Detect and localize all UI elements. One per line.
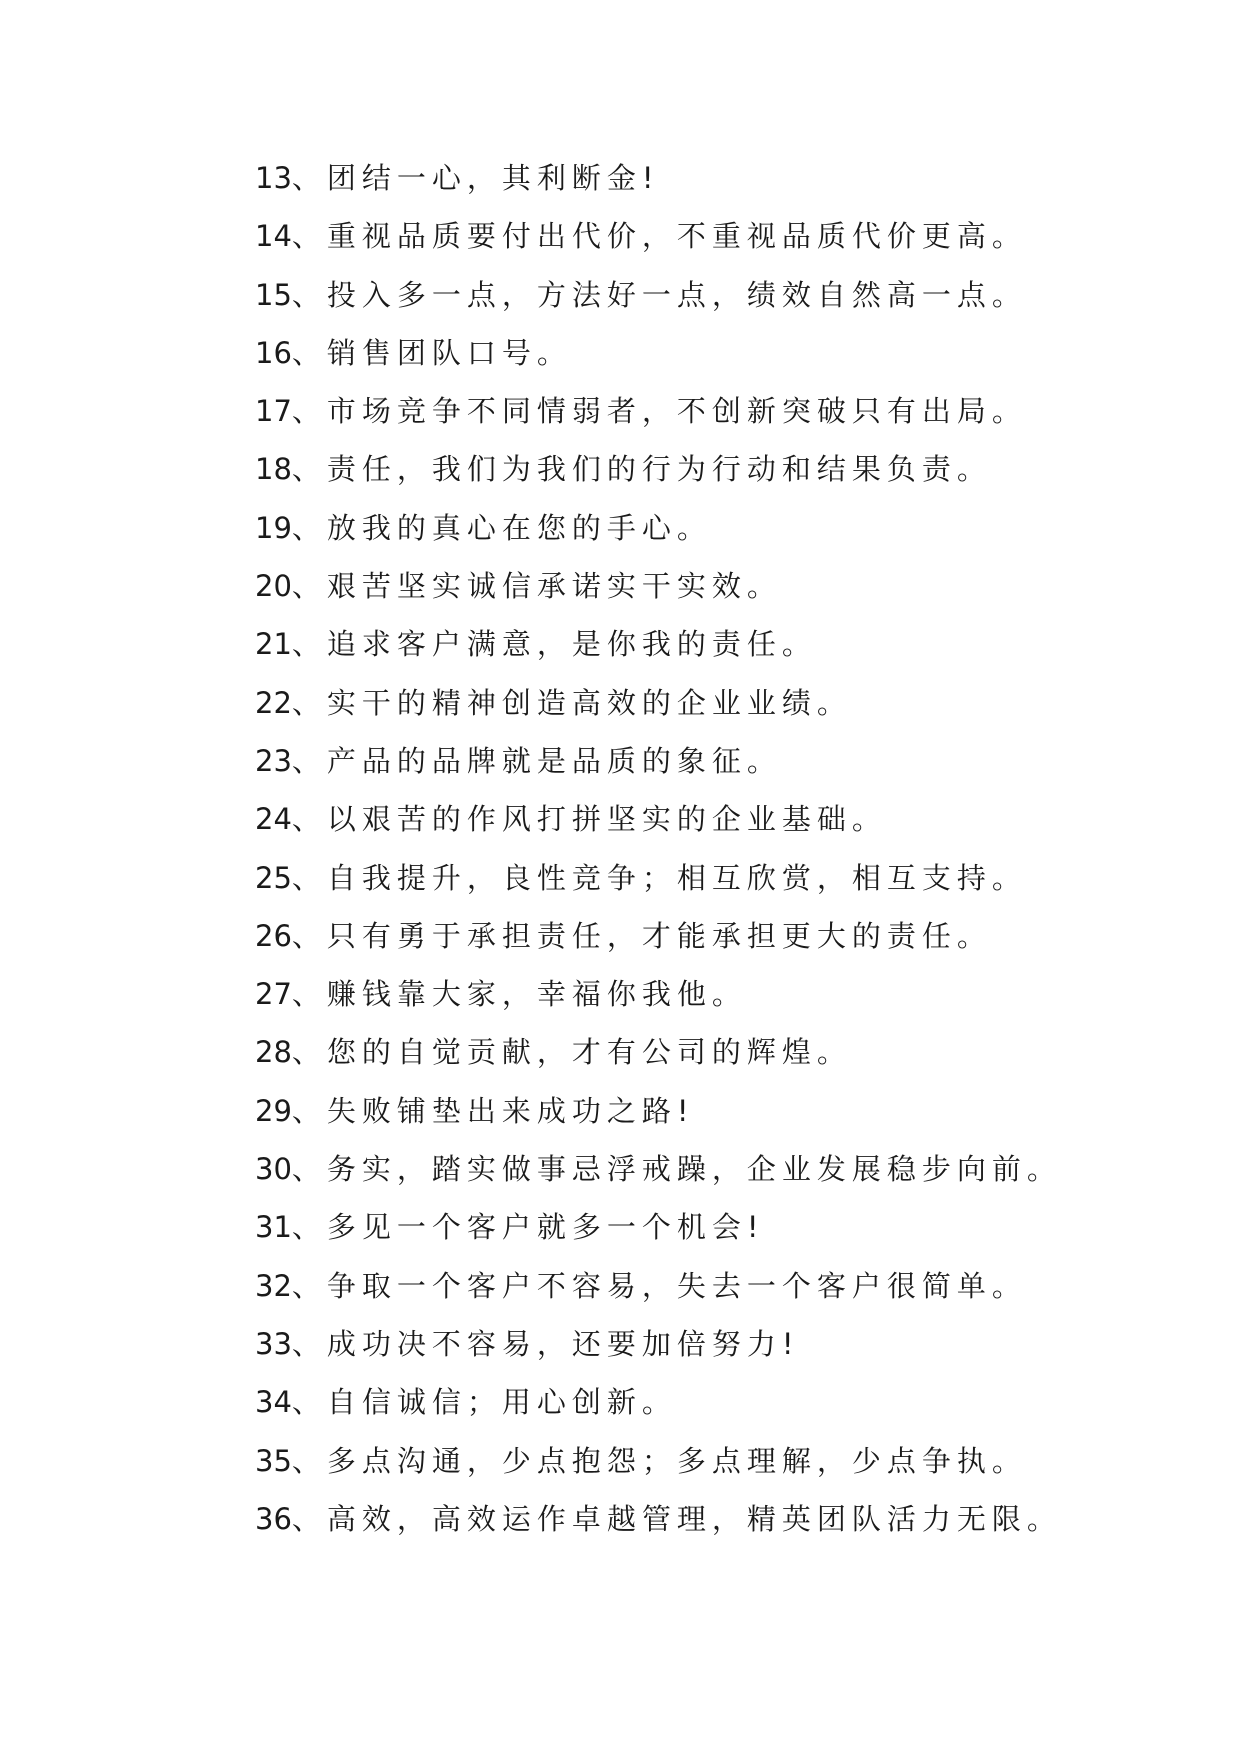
list-item: [255, 452, 1155, 510]
item-text: 您的自觉贡献，才有公司的辉煌。: [326, 1035, 852, 1070]
item-number: 30: [255, 1152, 292, 1187]
item-number: 32: [255, 1268, 292, 1303]
item-text: 失败铺垫出来成功之路!: [326, 1093, 695, 1128]
list-item: [255, 1210, 1155, 1268]
list-item: [255, 686, 1155, 744]
list-item: [255, 569, 1155, 627]
item-separator: 、: [291, 1443, 327, 1478]
list-item: [255, 161, 1155, 219]
item-number: 36: [255, 1501, 292, 1536]
item-separator: 、: [291, 977, 327, 1012]
item-separator: 、: [291, 510, 327, 545]
list-item: [255, 627, 1155, 685]
item-separator: 、: [291, 394, 327, 429]
item-number: 31: [255, 1210, 292, 1245]
item-text: 以艰苦的作风打拼坚实的企业基础。: [326, 802, 887, 837]
item-text: 追求客户满意，是你我的责任。: [326, 627, 817, 662]
item-separator: 、: [291, 1326, 327, 1361]
item-text: 市场竞争不同情弱者，不创新突破只有出局。: [326, 394, 1027, 429]
item-number: 35: [255, 1443, 292, 1478]
item-separator: 、: [291, 1035, 327, 1070]
item-text: 艰苦坚实诚信承诺实干实效。: [326, 569, 782, 604]
item-separator: 、: [291, 1210, 327, 1245]
item-text: 只有勇于承担责任，才能承担更大的责任。: [326, 918, 992, 953]
item-number: 33: [255, 1326, 292, 1361]
item-text: 重视品质要付出代价，不重视品质代价更高。: [326, 219, 1027, 254]
list-item: [255, 336, 1155, 394]
item-text: 赚钱靠大家，幸福你我他。: [326, 977, 747, 1012]
item-number: 28: [255, 1035, 292, 1070]
item-separator: 、: [291, 860, 327, 895]
item-separator: 、: [291, 1385, 327, 1420]
item-text: 产品的品牌就是品质的象征。: [326, 743, 782, 778]
item-text: 成功决不容易，还要加倍努力!: [326, 1326, 800, 1361]
slogan-list: [255, 161, 1155, 1560]
item-number: 13: [255, 161, 292, 195]
item-separator: 、: [291, 161, 327, 195]
list-item: [255, 511, 1155, 569]
item-number: 18: [255, 452, 292, 487]
item-number: 25: [255, 860, 292, 895]
item-text: 投入多一点，方法好一点，绩效自然高一点。: [326, 277, 1027, 312]
item-number: 26: [255, 918, 292, 953]
list-item: [255, 1444, 1155, 1502]
item-separator: 、: [291, 1501, 327, 1536]
item-number: 34: [255, 1385, 292, 1420]
item-number: 16: [255, 335, 292, 370]
item-text: 实干的精神创造高效的企业业绩。: [326, 685, 852, 720]
item-separator: 、: [291, 452, 327, 487]
item-text: 高效，高效运作卓越管理，精英团队活力无限。: [326, 1501, 1062, 1536]
item-number: 24: [255, 802, 292, 837]
item-separator: 、: [291, 1268, 327, 1303]
item-separator: 、: [291, 1152, 327, 1187]
list-item: [255, 919, 1155, 977]
item-separator: 、: [291, 685, 327, 720]
item-number: 20: [255, 569, 292, 604]
list-item: [255, 1035, 1155, 1093]
item-separator: 、: [291, 1093, 327, 1128]
item-number: 17: [255, 394, 292, 429]
item-number: 19: [255, 510, 292, 545]
item-separator: 、: [291, 277, 327, 312]
list-item: [255, 744, 1155, 802]
item-separator: 、: [291, 335, 327, 370]
item-text: 自我提升，良性竞争；相互欣赏，相互支持。: [326, 860, 1027, 895]
item-text: 多点沟通，少点抱怨；多点理解，少点争执。: [326, 1443, 1027, 1478]
item-number: 14: [255, 219, 292, 254]
item-text: 务实，踏实做事忌浮戒躁，企业发展稳步向前。: [326, 1152, 1062, 1187]
list-item: [255, 1327, 1155, 1385]
list-item: [255, 1269, 1155, 1327]
item-text: 责任，我们为我们的行为行动和结果负责。: [326, 452, 992, 487]
list-item: [255, 394, 1155, 452]
item-separator: 、: [291, 569, 327, 604]
list-item: [255, 1502, 1155, 1560]
item-separator: 、: [291, 627, 327, 662]
list-item: [255, 861, 1155, 919]
list-item: [255, 278, 1155, 336]
item-number: 29: [255, 1093, 292, 1128]
item-text: 销售团队口号。: [326, 335, 572, 370]
item-text: 团结一心，其利断金!: [326, 161, 660, 195]
list-item: [255, 1152, 1155, 1210]
list-item: [255, 219, 1155, 277]
item-text: 争取一个客户不容易，失去一个客户很简单。: [326, 1268, 1027, 1303]
item-number: 15: [255, 277, 292, 312]
item-text: 放我的真心在您的手心。: [326, 510, 712, 545]
item-separator: 、: [291, 918, 327, 953]
item-separator: 、: [291, 743, 327, 778]
item-separator: 、: [291, 802, 327, 837]
item-number: 27: [255, 977, 292, 1012]
item-number: 23: [255, 743, 292, 778]
item-separator: 、: [291, 219, 327, 254]
list-item: [255, 802, 1155, 860]
item-number: 21: [255, 627, 292, 662]
item-number: 22: [255, 685, 292, 720]
item-text: 多见一个客户就多一个机会!: [326, 1210, 765, 1245]
list-item: [255, 1094, 1155, 1152]
list-item: [255, 1385, 1155, 1443]
item-text: 自信诚信；用心创新。: [326, 1385, 677, 1420]
list-item: [255, 977, 1155, 1035]
